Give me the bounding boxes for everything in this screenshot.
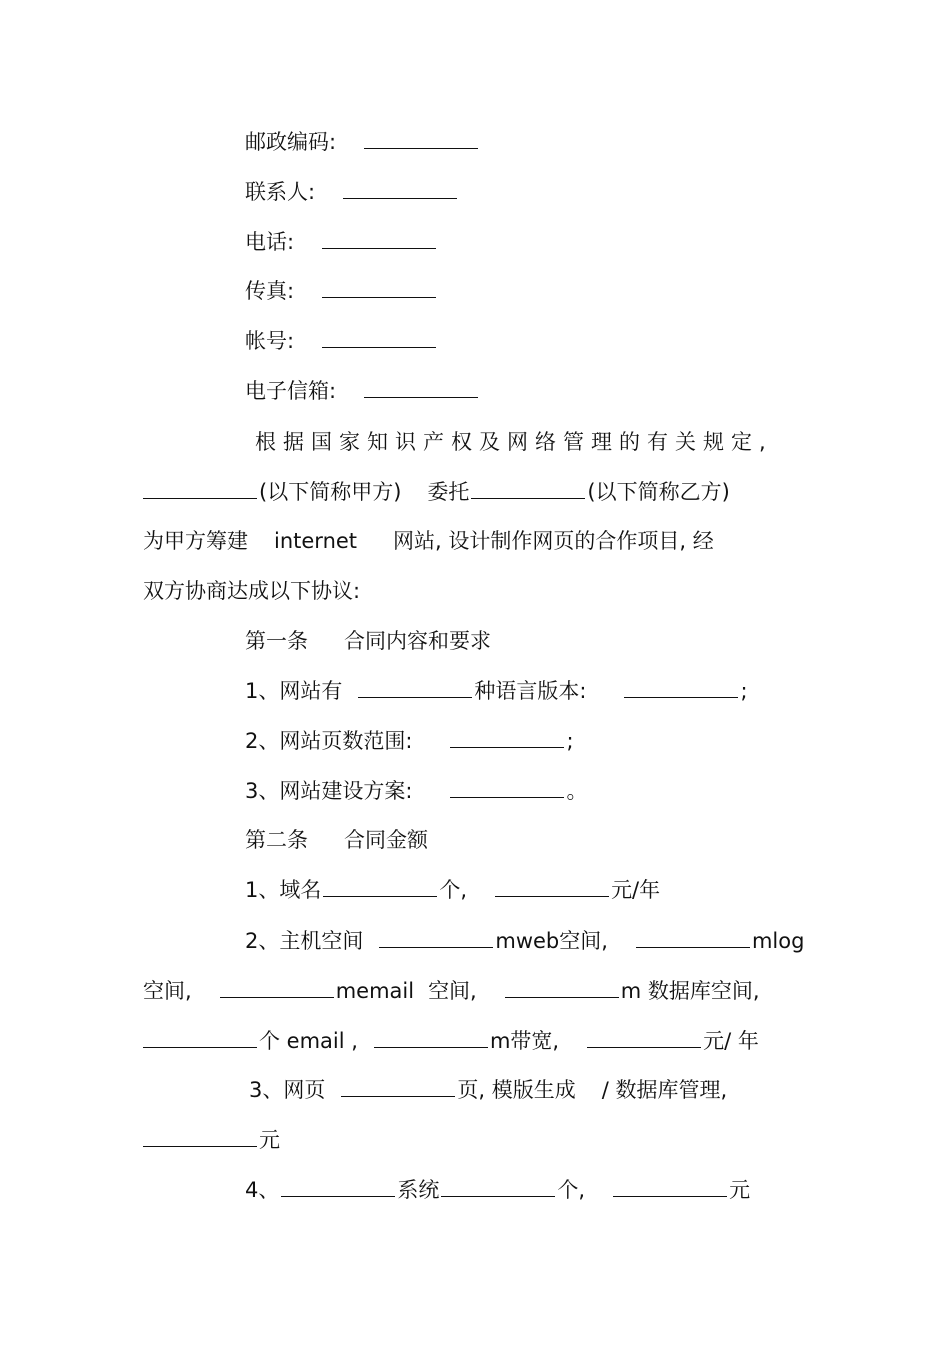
contact-person-row bbox=[245, 178, 459, 206]
article2-item3-line1 bbox=[249, 1076, 727, 1104]
domain-price-blank bbox=[495, 876, 609, 897]
article2-item2-line2 bbox=[143, 977, 760, 1005]
article2-item2-c: mlog bbox=[751, 929, 805, 953]
language-count-blank bbox=[358, 677, 472, 698]
article1-item2 bbox=[245, 727, 574, 755]
article2-item1 bbox=[245, 876, 660, 904]
article2-item3-line2 bbox=[143, 1126, 280, 1154]
web-space-blank bbox=[379, 927, 493, 948]
article2-item2-e: memail bbox=[335, 979, 415, 1003]
domain-count-blank bbox=[323, 876, 437, 897]
article1-num: 第一条 bbox=[245, 629, 308, 653]
article2-item4-a: 4、 bbox=[245, 1178, 280, 1202]
build-plan-blank bbox=[450, 777, 564, 798]
article1-item2-a: 2、网站页数范围: bbox=[245, 729, 413, 753]
intro-line3 bbox=[143, 527, 714, 555]
article2-item4-b: 系统 bbox=[397, 1178, 440, 1202]
account-blank bbox=[322, 327, 436, 348]
postcode-label: 邮政编码: bbox=[245, 130, 337, 154]
article1-item1-b: 种语言版本: bbox=[474, 679, 587, 703]
postcode-blank bbox=[364, 128, 478, 149]
article2-heading bbox=[245, 826, 428, 854]
article1-item3 bbox=[245, 777, 587, 805]
article2-item1-c: 元/年 bbox=[611, 878, 661, 902]
account-row bbox=[245, 327, 438, 355]
article2-item4-d: 元 bbox=[729, 1178, 751, 1202]
article2-item1-b: 个, bbox=[439, 878, 468, 902]
article2-item3-a: 3、网页 bbox=[249, 1078, 326, 1102]
article2-item2-j: 元/ 年 bbox=[703, 1029, 759, 1053]
article2-item2-a: 2、主机空间 bbox=[245, 929, 364, 953]
article2-item3-b: 页, 模版生成 bbox=[457, 1078, 576, 1102]
db-space-blank bbox=[505, 977, 619, 998]
party-b-ref: (以下简称乙方) bbox=[587, 480, 730, 504]
article2-num: 第二条 bbox=[245, 828, 308, 852]
article1-item3-a: 3、网站建设方案: bbox=[245, 779, 413, 803]
article2-item3-c: / 数据库管理, bbox=[601, 1078, 728, 1102]
contact-person-blank bbox=[343, 178, 457, 199]
party-a-blank bbox=[143, 478, 257, 499]
language-versions-blank bbox=[624, 677, 738, 698]
system-price-blank bbox=[613, 1176, 727, 1197]
phone-label: 电话: bbox=[245, 230, 295, 254]
email-space-blank bbox=[220, 977, 334, 998]
article2-item2-f: 空间, bbox=[428, 979, 477, 1003]
article1-title: 合同内容和要求 bbox=[344, 629, 491, 653]
account-label: 帐号: bbox=[245, 329, 295, 353]
article2-title: 合同金额 bbox=[344, 828, 428, 852]
contact-person-label: 联系人: bbox=[245, 180, 316, 204]
email-row bbox=[245, 377, 480, 405]
article1-heading bbox=[245, 627, 491, 655]
article1-item3-end: 。 bbox=[566, 779, 588, 803]
fax-label: 传真: bbox=[245, 279, 295, 303]
article1-item2-end: ; bbox=[566, 729, 574, 753]
fax-blank bbox=[322, 277, 436, 298]
pages-price-blank bbox=[143, 1126, 257, 1147]
article2-item2-b: mweb空间, bbox=[495, 929, 608, 953]
log-space-blank bbox=[636, 927, 750, 948]
page-count-blank bbox=[341, 1076, 455, 1097]
article1-item1 bbox=[245, 677, 748, 705]
fax-row bbox=[245, 277, 438, 305]
article2-item2-line3 bbox=[143, 1027, 759, 1055]
party-a-ref: (以下简称甲方) bbox=[259, 480, 402, 504]
email-blank bbox=[364, 377, 478, 398]
article1-item1-a: 1、网站有 bbox=[245, 679, 343, 703]
article2-item4-c: 个, bbox=[557, 1178, 586, 1202]
article2-item2-line1 bbox=[245, 927, 804, 955]
article2-item2-d: 空间, bbox=[143, 979, 192, 1003]
email-count-blank bbox=[143, 1027, 257, 1048]
article2-item4 bbox=[245, 1176, 750, 1204]
article2-item2-g: m 数据库空间, bbox=[620, 979, 760, 1003]
entrust-text: 委托 bbox=[427, 480, 470, 504]
article2-item1-a: 1、域名 bbox=[245, 878, 322, 902]
postcode-row bbox=[245, 128, 480, 156]
intro-line4: 双方协商达成以下协议: bbox=[143, 579, 361, 603]
intro-line3-c: 网站, 设计制作网页的合作项目, 经 bbox=[393, 529, 714, 553]
article2-item2-i: m带宽, bbox=[489, 1029, 560, 1053]
intro-line3-a: 为甲方筹建 bbox=[143, 529, 248, 553]
email-label: 电子信箱: bbox=[245, 379, 337, 403]
party-b-blank bbox=[471, 478, 585, 499]
page-range-blank bbox=[450, 727, 564, 748]
intro-line1: 根据国家知识产权及网络管理的有关规定, bbox=[255, 430, 773, 454]
system-name-blank bbox=[281, 1176, 395, 1197]
intro-internet: internet bbox=[274, 529, 358, 553]
bandwidth-blank bbox=[374, 1027, 488, 1048]
hosting-price-blank bbox=[587, 1027, 701, 1048]
article1-item1-end: ; bbox=[740, 679, 748, 703]
system-count-blank bbox=[441, 1176, 555, 1197]
article2-item2-h: 个 email , bbox=[259, 1029, 358, 1053]
phone-blank bbox=[322, 228, 436, 249]
article2-item3-d: 元 bbox=[259, 1128, 280, 1152]
phone-row bbox=[245, 228, 438, 256]
intro-line2 bbox=[143, 478, 730, 506]
